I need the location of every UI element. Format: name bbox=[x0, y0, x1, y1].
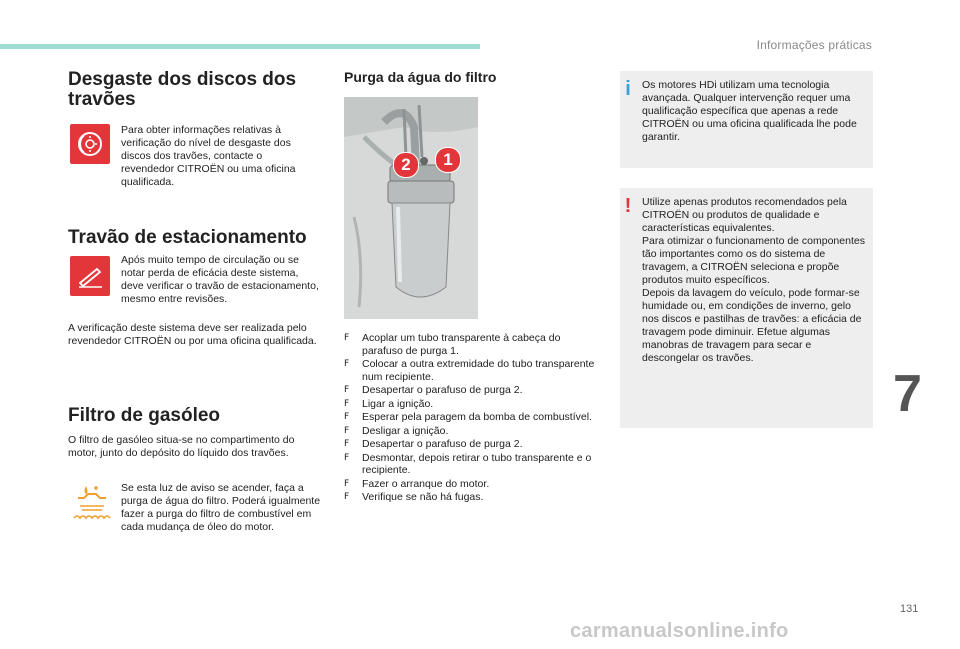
parking-brake-text: Após muito tempo de circulação ou se notar perda de eficácia deste sistema, deve verificar o travão de estacionamento, mesmo entre revisões. bbox=[121, 254, 319, 305]
warning-box-text-3: Depois da lavagem do veículo, pode formar-se humidade ou, em condições de inverno, gelo nos discos e pastilhas de travões: a eficácia de travagem pode diminuir. Efetue algumas manobras de travagem para secar e descongelar os travões. bbox=[642, 287, 862, 364]
list-item: F Colocar a outra extremidade do tubo transparente num recipiente. bbox=[344, 358, 599, 383]
list-item: F Fazer o arranque do motor. bbox=[344, 478, 599, 491]
list-item: F Desmontar, depois retirar o tubo transparente e o recipiente. bbox=[344, 452, 599, 477]
callout-1: 1 bbox=[435, 147, 461, 173]
page-number: 131 bbox=[900, 603, 919, 615]
water-in-fuel-warning-text: Se esta luz de aviso se acender, faça a purga de água do filtro. Poderá igualmente fazer a purga do filtro de combustível em cada mudança de óleo do motor. bbox=[121, 482, 321, 533]
warning-exclamation-icon: ! bbox=[624, 195, 632, 217]
list-item: F Desapertar o parafuso de purga 2. bbox=[344, 438, 599, 451]
section-title-parking-brake: Travão de estacionamento bbox=[68, 227, 307, 248]
parking-brake-text-2: A verificação deste sistema deve ser realizada pelo revendedor CITROËN ou por uma oficina qualificada. bbox=[68, 322, 317, 347]
list-item: F Desapertar o parafuso de purga 2. bbox=[344, 384, 599, 397]
info-box bbox=[620, 71, 873, 168]
brake-disc-icon bbox=[70, 124, 110, 164]
diesel-filter-text: O filtro de gasóleo situa-se no compartimento do motor, junto do depósito do líquido dos travões. bbox=[68, 434, 295, 459]
list-item: F Ligar a ignição. bbox=[344, 398, 599, 411]
list-item: F Acoplar um tubo transparente à cabeça do parafuso de purga 1. bbox=[344, 332, 599, 357]
brake-discs-text: Para obter informações relativas à verificação do nível de desgaste dos discos dos travões, contacte o revendedor CITROËN ou uma oficina qualificada. bbox=[121, 124, 296, 188]
callout-2: 2 bbox=[393, 152, 419, 178]
diesel-filter-photo bbox=[344, 97, 478, 319]
list-item: F Esperar pela paragem da bomba de combustível. bbox=[344, 411, 599, 424]
parking-brake-icon bbox=[70, 256, 110, 296]
warning-box-text-2: Para otimizar o funcionamento de componentes tão importantes como os do sistema de travagem, a CITROËN seleciona e propõe produtos muito específicos. bbox=[642, 235, 865, 286]
water-in-fuel-icon bbox=[70, 480, 114, 524]
section-title-filter-purge: Purga da água do filtro bbox=[344, 69, 497, 85]
list-item: F Verifique se não há fugas. bbox=[344, 491, 599, 504]
watermark: carmanualsonline.info bbox=[570, 620, 789, 642]
info-box-text: Os motores HDi utilizam uma tecnologia avançada. Qualquer intervenção requer uma qualificação específica que apenas a rede CITROËN ou uma oficina qualificada lhe pode garantir. bbox=[642, 79, 857, 143]
section-title-diesel-filter: Filtro de gasóleo bbox=[68, 405, 221, 426]
info-icon: i bbox=[625, 78, 631, 100]
chapter-number: 7 bbox=[893, 365, 922, 423]
header-title: Informações práticas bbox=[756, 38, 872, 52]
list-item: F Desligar a ignição. bbox=[344, 425, 599, 438]
purge-steps-list bbox=[344, 332, 599, 505]
section-title-brake-discs: Desgaste dos discos dos travões bbox=[68, 69, 297, 110]
header-accent-bar bbox=[0, 44, 480, 49]
warning-box-text-1: Utilize apenas produtos recomendados pela CITROËN ou produtos de qualidade e características equivalentes. bbox=[642, 196, 847, 234]
warning-box bbox=[620, 188, 873, 428]
